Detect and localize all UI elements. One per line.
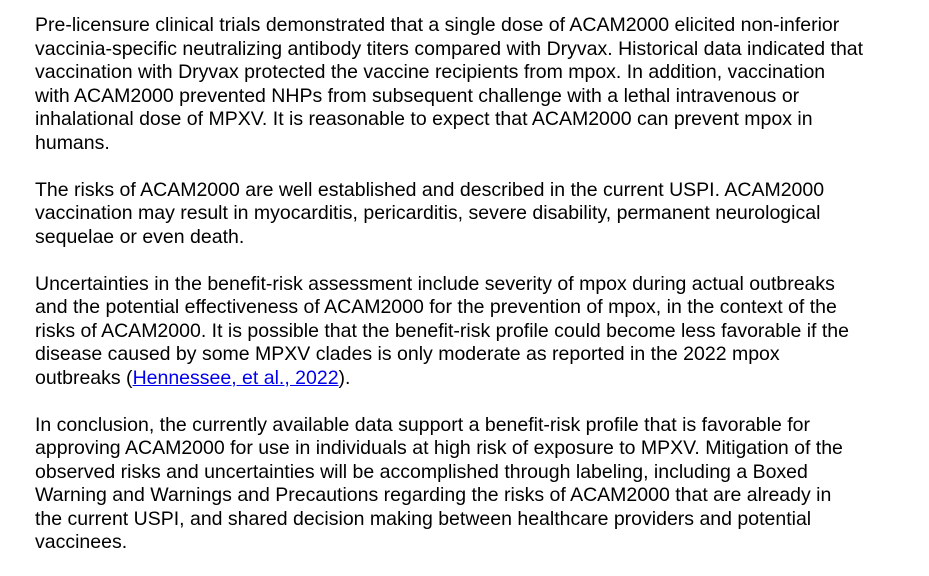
text-line: Warning and Warnings and Precautions regarding the risks of ACAM2000 that are already in	[35, 484, 832, 506]
text-line-with-citation	[35, 367, 915, 391]
paragraph-uncertainties	[35, 273, 915, 391]
text-line: disease caused by some MPXV clades is only moderate as reported in the 2022 mpox	[35, 343, 780, 365]
text-line: with ACAM2000 prevented NHPs from subsequent challenge with a lethal intravenous or	[35, 84, 800, 107]
citation-suffix: ).	[338, 366, 351, 389]
paragraph-conclusion	[35, 414, 915, 555]
paragraph-efficacy	[35, 14, 915, 155]
text-line: Uncertainties in the benefit-risk assessment include severity of mpox during actual outbreaks	[35, 272, 835, 295]
text-line: inhalational dose of MPXV. It is reasonable to expect that ACAM2000 can prevent mpox in	[35, 108, 813, 130]
text-line: Pre-licensure clinical trials demonstrated that a single dose of ACAM2000 elicited non-inferior	[35, 14, 840, 36]
text-line: approving ACAM2000 for use in individuals at high risk of exposure to MPXV. Mitigation of the	[35, 437, 843, 459]
text-line: sequelae or even death.	[35, 225, 245, 248]
text-line: vaccinia-specific neutralizing antibody titers compared with Dryvax. Historical data indicated that	[35, 37, 864, 60]
document-body	[35, 14, 915, 555]
text-line: In conclusion, the currently available data support a benefit-risk profile that is favorable for	[35, 413, 811, 436]
text-line: The risks of ACAM2000 are well established and described in the current USPI. ACAM2000	[35, 178, 825, 201]
text-line: observed risks and uncertainties will be accomplished through labeling, including a Boxed	[35, 460, 808, 483]
text-line: humans.	[35, 131, 110, 154]
text-line: risks of ACAM2000. It is possible that the benefit-risk profile could become less favorable if the	[35, 319, 849, 342]
text-line: vaccinees.	[35, 531, 128, 553]
citation-prefix: outbreaks (	[35, 366, 133, 389]
text-line: the current USPI, and shared decision making between healthcare providers and potential	[35, 507, 812, 530]
text-line: vaccination may result in myocarditis, pericarditis, severe disability, permanent neurological	[35, 202, 821, 224]
text-line: and the potential effectiveness of ACAM2000 for the prevention of mpox, in the context of the	[35, 296, 837, 318]
citation-link-hennessee-2022[interactable]: Hennessee, et al., 2022	[132, 366, 339, 389]
text-line: vaccination with Dryvax protected the vaccine recipients from mpox. In addition, vaccination	[35, 61, 826, 83]
paragraph-risks	[35, 179, 915, 250]
